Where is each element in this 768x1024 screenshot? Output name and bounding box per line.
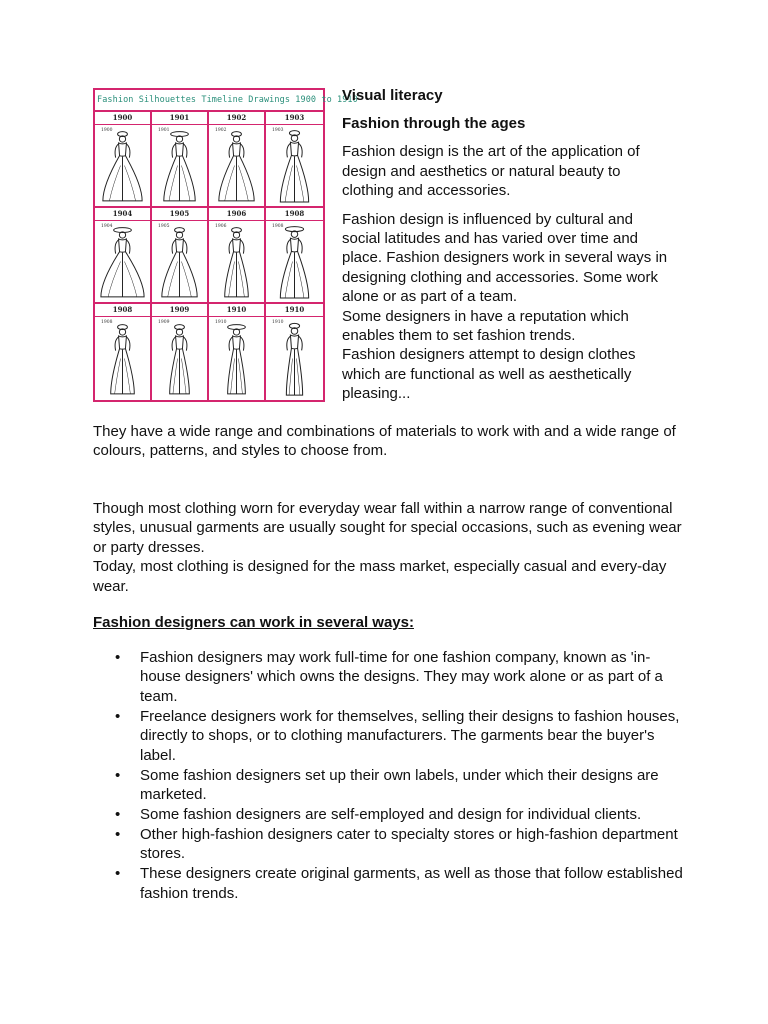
section-heading-wrap xyxy=(93,613,683,632)
dress-silhouette-drawing xyxy=(152,221,207,302)
figure-title: Fashion Silhouettes Timeline Drawings 1900 to 1910 xyxy=(97,95,358,105)
body-paragraph-2-wrap xyxy=(93,499,683,596)
dress-silhouette-drawing xyxy=(209,125,264,206)
timeline-cell xyxy=(95,112,152,208)
dress-silhouette-drawing xyxy=(152,125,207,206)
timeline-cell xyxy=(266,112,323,208)
timeline-cell xyxy=(95,304,152,400)
list-item-text: Some fashion designers set up their own labels, under which their designs are marketed. xyxy=(140,766,659,804)
side-paragraph-1: Fashion design is the art of the application of design and aesthetics or natural beauty to clothing and accessories. xyxy=(342,143,640,200)
dress-silhouette-drawing xyxy=(95,125,150,206)
bullet-icon: • xyxy=(115,826,121,844)
section-heading: Fashion designers can work in several ways: xyxy=(93,614,414,631)
list-item xyxy=(93,766,683,805)
body-paragraph-1-wrap xyxy=(93,422,683,461)
timeline-year-label: 1908 xyxy=(266,208,323,221)
timeline-mini-label: 1909 xyxy=(158,320,170,325)
side-paragraph-3: Some designers in have a reputation which enables them to set fashion trends. xyxy=(342,307,629,345)
timeline-mini-label: 1908 xyxy=(272,224,284,229)
dress-silhouette-drawing xyxy=(95,221,150,302)
timeline-year-label: 1902 xyxy=(209,112,264,125)
dress-silhouette-drawing xyxy=(266,125,323,206)
heading-fashion-ages: Fashion through the ages xyxy=(342,115,526,132)
bullet-icon: • xyxy=(115,649,121,666)
body-paragraph-1: They have a wide range and combinations of materials to work with and a wide range of colours, patterns, and styles to choose from. xyxy=(93,423,676,460)
timeline-mini-label: 1903 xyxy=(272,128,284,133)
figure-grid xyxy=(95,110,323,400)
timeline-cell xyxy=(209,304,266,400)
list-item xyxy=(93,707,683,765)
list-item xyxy=(93,805,683,824)
dress-silhouette-drawing xyxy=(152,317,207,400)
bullet-icon: • xyxy=(115,865,121,883)
timeline-cell xyxy=(209,112,266,208)
timeline-mini-label: 1902 xyxy=(215,128,227,133)
list-item xyxy=(93,864,683,903)
timeline-mini-label: 1908 xyxy=(101,320,113,325)
timeline-cell xyxy=(209,208,266,304)
timeline-cell xyxy=(152,208,209,304)
timeline-cell xyxy=(266,304,323,400)
dress-silhouette-drawing xyxy=(209,317,264,400)
bullet-icon: • xyxy=(115,806,121,824)
timeline-year-label: 1900 xyxy=(95,112,150,125)
heading-visual-literacy: Visual literacy xyxy=(342,87,443,104)
dress-silhouette-drawing xyxy=(266,317,323,400)
timeline-mini-label: 1904 xyxy=(101,224,113,229)
timeline-year-label: 1909 xyxy=(152,304,207,317)
timeline-year-label: 1910 xyxy=(266,304,323,317)
bullet-icon: • xyxy=(115,766,121,784)
fashion-timeline-figure xyxy=(93,88,358,402)
list-item-text: Freelance designers work for themselves, selling their designs to fashion houses, directly to shops, or to clothing manufacturers. The garments bear the buyer's label. xyxy=(140,707,680,764)
side-column xyxy=(342,86,672,404)
timeline-cell xyxy=(152,304,209,400)
timeline-cell xyxy=(95,208,152,304)
timeline-year-label: 1901 xyxy=(152,112,207,125)
dress-silhouette-drawing xyxy=(209,221,264,302)
timeline-mini-label: 1910 xyxy=(272,320,284,325)
list-item-text: Some fashion designers are self-employed and design for individual clients. xyxy=(140,806,642,824)
dress-silhouette-drawing xyxy=(95,317,150,400)
timeline-year-label: 1908 xyxy=(95,304,150,317)
list-item xyxy=(93,825,683,864)
timeline-year-label: 1906 xyxy=(209,208,264,221)
bullet-list xyxy=(93,648,683,904)
timeline-year-label: 1910 xyxy=(209,304,264,317)
timeline-mini-label: 1901 xyxy=(158,128,170,133)
timeline-year-label: 1903 xyxy=(266,112,323,125)
list-item-text: These designers create original garments, as well as those that follow established fashion trends. xyxy=(140,865,683,902)
timeline-mini-label: 1905 xyxy=(158,224,170,229)
body-paragraph-3: Today, most clothing is designed for the mass market, especially casual and every-day wear. xyxy=(93,558,667,595)
list-item-text: Other high-fashion designers cater to specialty stores or high-fashion department stores. xyxy=(140,826,678,863)
dress-silhouette-drawing xyxy=(266,221,323,302)
bullet-icon: • xyxy=(115,707,121,725)
timeline-cell xyxy=(266,208,323,304)
timeline-year-label: 1905 xyxy=(152,208,207,221)
list-item xyxy=(93,648,683,706)
timeline-mini-label: 1906 xyxy=(215,224,227,229)
side-paragraph-4: Fashion designers attempt to design clothes which are functional as well as aesthetically pleasing... xyxy=(342,346,636,403)
timeline-cell xyxy=(152,112,209,208)
timeline-mini-label: 1900 xyxy=(101,128,113,133)
timeline-mini-label: 1910 xyxy=(215,320,227,325)
body-paragraph-2: Though most clothing worn for everyday wear fall within a narrow range of conventional styles, unusual garments are usually sought for special occasions, such as evening wear or party dresses. xyxy=(93,500,682,556)
timeline-year-label: 1904 xyxy=(95,208,150,221)
side-paragraph-2: Fashion design is influenced by cultural and social latitudes and has varied over time and place. Fashion designers work in several ways in designing clothing and accessories. Some work alone or as part of a team. xyxy=(342,210,668,306)
list-item-text: Fashion designers may work full-time for one fashion company, known as 'in-house designers' which owns the designs. They may work alone or as part of a team. xyxy=(140,649,663,705)
